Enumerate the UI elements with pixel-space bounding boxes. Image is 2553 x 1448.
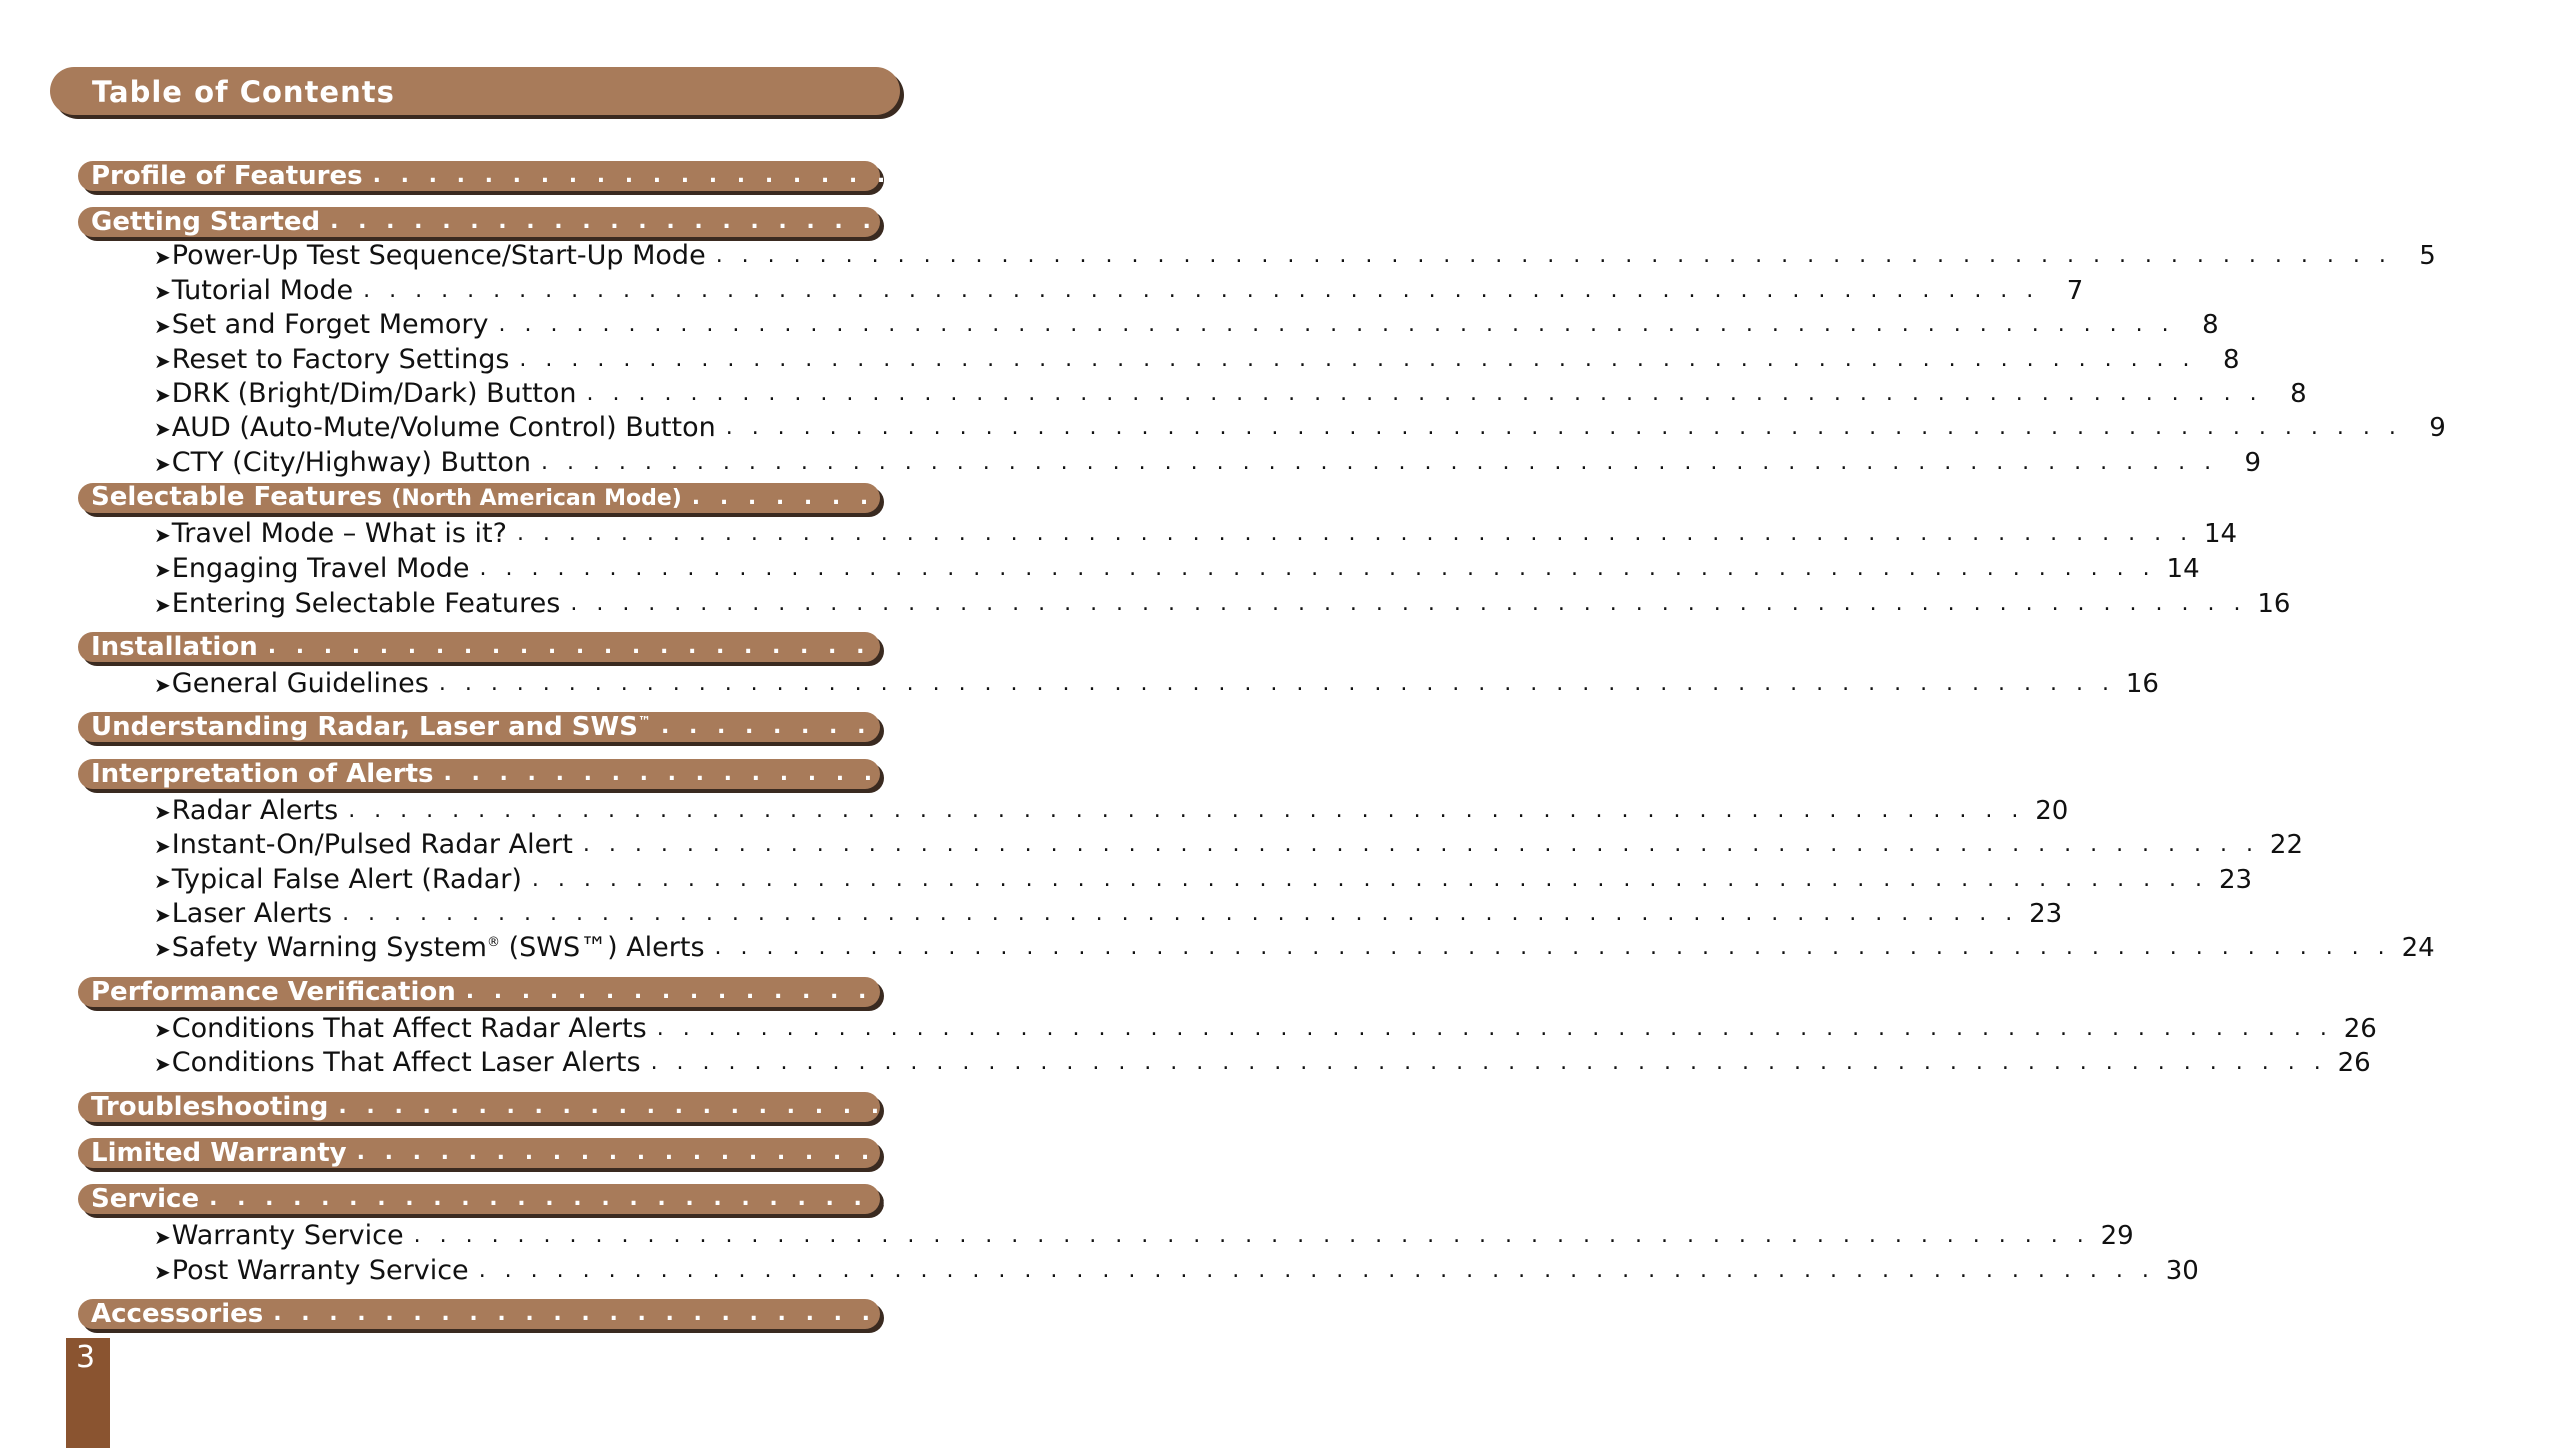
toc-page-number: 5 [2419, 241, 2436, 271]
toc-page-number: 5 [2163, 207, 2182, 237]
toc-page-number: 16 [2257, 589, 2291, 619]
toc-section-accessories[interactable] [78, 1299, 2125, 1329]
toc-page-number: 7 [2066, 276, 2084, 306]
dot-leader: . . . . . . . . . . . . . . . . . . . . . . . . . . . . . . . . . . . . . . . . . . . . . . . . . . . . . . . . . . . . . . . . . [714, 935, 2391, 960]
dot-leader: . . . . . . . . . . . . . . . . . . . . . . . . . . . . . . . . . . . . . . . . . . . . . . . . . . . . . . . . . . . . . . . . . [498, 312, 2175, 337]
toc-item-power-up-test[interactable] [154, 239, 2436, 271]
toc-page-number: 20 [2035, 796, 2069, 826]
page-title: Table of Contents [92, 75, 395, 109]
toc-item-general-guidelines[interactable] [154, 667, 2159, 699]
toc-page-number: 8 [2202, 310, 2219, 340]
arrow-icon: ➤ [154, 833, 171, 858]
toc-section-label: Accessories [91, 1299, 264, 1329]
toc-page-number: 30 [2088, 1299, 2125, 1329]
toc-section-label: Understanding Radar, Laser and SWS™ [91, 712, 651, 742]
toc-page-number: 26 [2281, 977, 2318, 1007]
toc-page-number: 8 [2223, 345, 2240, 375]
toc-section-label: Performance Verification [91, 977, 456, 1007]
toc-item-radar-alerts[interactable] [154, 794, 2069, 826]
toc-section-label: Service [91, 1184, 200, 1214]
toc-section-label: Getting Started [91, 207, 321, 237]
toc-item-label: ➤Entering Selectable Features [154, 587, 561, 619]
toc-section-sublabel: (North American Mode) [391, 486, 682, 511]
toc-item-warranty-service[interactable] [154, 1219, 2134, 1251]
dot-leader: . . . . . . . . . . . . . . . . . . . . . . . . . . . . . . . . . . . . . . . . . . . . . . . . . . . . . . . . . . . . . . . . . [338, 1094, 2146, 1119]
toc-item-label: ➤Conditions That Affect Laser Alerts [154, 1046, 641, 1078]
toc-item-laser-alerts[interactable] [154, 897, 2063, 929]
toc-page-number: 9 [2244, 448, 2262, 478]
toc-section-troubleshooting[interactable] [78, 1092, 2191, 1122]
toc-item-set-and-forget[interactable] [154, 308, 2219, 340]
arrow-icon: ➤ [154, 1259, 171, 1284]
dot-leader: . . . . . . . . . . . . . . . . . . . . . . . . . . . . . . . . . . . . . . . . . . . . . . . . . . . . . . . . . . . . . . . . . [330, 209, 2138, 234]
toc-item-tutorial-mode[interactable] [154, 274, 2084, 306]
toc-title-bar [50, 67, 900, 115]
arrow-icon: ➤ [154, 416, 171, 441]
toc-page-number: 22 [2269, 830, 2303, 860]
arrow-icon: ➤ [154, 672, 171, 697]
toc-page-number: 28 [2172, 1138, 2209, 1168]
toc-item-label: ➤Safety Warning System® (SWS™) Alerts [154, 931, 705, 963]
toc-section-performance-verification[interactable] [78, 977, 2318, 1007]
toc-section-service[interactable] [78, 1184, 2061, 1214]
toc-page-number: 8 [2290, 379, 2307, 409]
toc-page-number: 20 [2258, 759, 2296, 789]
toc-item-label: ➤General Guidelines [154, 667, 429, 699]
toc-item-label: ➤Conditions That Affect Radar Alerts [154, 1012, 647, 1044]
toc-item-label: ➤Engaging Travel Mode [154, 552, 470, 584]
arrow-icon: ➤ [154, 868, 171, 893]
arrow-icon: ➤ [154, 557, 171, 582]
toc-item-label: ➤Radar Alerts [154, 794, 339, 826]
dot-leader: . . . . . . . . . . . . . . . . . . . . . . . . . . . . . . . . . . . . . . . . . . . . . . . . . . . . . . . . . . . . . . . . . [650, 1050, 2327, 1075]
dot-leader: . . . . . . . . . . . . . . . . . . . . . . . . . . . . . . . . . . . . . . . . . . . . . . . . . . . . . . . . . . . . . . . . . [660, 714, 2469, 739]
dot-leader: . . . . . . . . . . . . . . . . . . . . . . . . . . . . . . . . . . . . . . . . . . . . . . . . . . . . . . . . . . . . . . . . . [570, 591, 2247, 616]
dot-leader: . . . . . . . . . . . . . . . . . . . . . . . . . . . . . . . . . . . . . . . . . . . . . . . . . . . . . . . . . . . . . . . . . [586, 381, 2263, 406]
arrow-icon: ➤ [154, 279, 171, 304]
toc-section-label: Selectable Features (North American Mode) [91, 482, 682, 512]
toc-item-safety-warning[interactable] [154, 931, 2435, 963]
toc-item-label: ➤Instant-On/Pulsed Radar Alert [154, 828, 573, 860]
toc-section-label: Installation [91, 632, 258, 662]
toc-section-profile-of-features[interactable] [78, 161, 2225, 191]
toc-page-number: 23 [2029, 899, 2063, 929]
dot-leader: . . . . . . . . . . . . . . . . . . . . . . . . . . . . . . . . . . . . . . . . . . . . . . . . . . . . . . . . . . . . . . . . . [465, 979, 2274, 1004]
toc-page-number: 9 [2429, 413, 2446, 443]
dot-leader: . . . . . . . . . . . . . . . . . . . . . . . . . . . . . . . . . . . . . . . . . . . . . . . . . . . . . . . . . . . . . . . . . [715, 243, 2392, 268]
dot-leader: . . . . . . . . . . . . . . . . . . . . . . . . . . . . . . . . . . . . . . . . . . . . . . . . . . . . . . . . . . . . . . . . . [540, 450, 2218, 475]
toc-item-conditions-radar[interactable] [154, 1012, 2377, 1044]
toc-item-label: ➤Warranty Service [154, 1219, 404, 1251]
toc-page-number: 4 [2205, 161, 2225, 191]
toc-section-limited-warranty[interactable] [78, 1138, 2209, 1168]
dot-leader: . . . . . . . . . . . . . . . . . . . . . . . . . . . . . . . . . . . . . . . . . . . . . . . . . . . . . . . . . . . . . . . . . [479, 556, 2156, 581]
toc-item-conditions-laser[interactable] [154, 1046, 2371, 1078]
arrow-icon: ➤ [154, 936, 171, 961]
arrow-icon: ➤ [154, 244, 171, 269]
dot-leader: . . . . . . . . . . . . . . . . . . . . . . . . . . . . . . . . . . . . . . . . . . . . . . . . . . . . . . . . . . . . . . . . . [725, 415, 2402, 440]
toc-item-drk-button[interactable] [154, 377, 2307, 409]
toc-page-number: 27 [2153, 1092, 2191, 1122]
toc-section-label: Interpretation of Alerts [91, 759, 434, 789]
toc-item-typical-false-alert[interactable] [154, 863, 2253, 895]
arrow-icon: ➤ [154, 451, 171, 476]
toc-page-number: 29 [2024, 1184, 2061, 1214]
dot-leader: . . . . . . . . . . . . . . . . . . . . . . . . . . . . . . . . . . . . . . . . . . . . . . . . . . . . . . . . . . . . . . . . . [273, 1301, 2081, 1326]
dot-leader: . . . . . . . . . . . . . . . . . . . . . . . . . . . . . . . . . . . . . . . . . . . . . . . . . . . . . . . . . . . . . . . . . [413, 1223, 2090, 1248]
toc-page-number: 30 [2165, 1256, 2199, 1286]
toc-item-label: ➤Post Warranty Service [154, 1254, 469, 1286]
arrow-icon: ➤ [154, 522, 171, 547]
toc-section-interpretation-alerts[interactable] [78, 759, 2296, 789]
toc-page-number: 23 [2218, 865, 2253, 895]
toc-page-number: 14 [2203, 519, 2238, 549]
toc-page-number: 16 [2083, 632, 2120, 662]
trademark-mark: ™ [637, 714, 651, 730]
arrow-icon: ➤ [154, 1224, 171, 1249]
dot-leader: . . . . . . . . . . . . . . . . . . . . . . . . . . . . . . . . . . . . . . . . . . . . . . . . . . . . . . . . . . . . . . . . . [342, 901, 2019, 926]
toc-section-label: Limited Warranty [91, 1138, 347, 1168]
toc-page-number: 11 [2507, 483, 2544, 513]
arrow-icon: ➤ [154, 1051, 171, 1076]
toc-page-number: 26 [2337, 1048, 2371, 1078]
arrow-icon: ➤ [154, 1017, 171, 1042]
toc-page-number: 26 [2343, 1014, 2377, 1044]
dot-leader: . . . . . . . . . . . . . . . . . . . . . . . . . . . . . . . . . . . . . . . . . . . . . . . . . . . . . . . . . . . . . . . . . [267, 634, 2076, 659]
arrow-icon: ➤ [154, 313, 171, 338]
dot-leader: . . . . . . . . . . . . . . . . . . . . . . . . . . . . . . . . . . . . . . . . . . . . . . . . . . . . . . . . . . . . . . . . . [519, 347, 2196, 372]
toc-item-label: ➤Laser Alerts [154, 897, 333, 929]
toc-item-label: ➤Tutorial Mode [154, 274, 354, 306]
toc-item-reset-factory[interactable] [154, 343, 2240, 375]
page-number: 3 [76, 1340, 96, 1375]
toc-item-label: ➤Set and Forget Memory [154, 308, 489, 340]
toc-section-understanding-radar[interactable] [78, 712, 2513, 742]
toc-section-getting-started[interactable] [78, 207, 2182, 237]
toc-page-number: 16 [2125, 669, 2159, 699]
dot-leader: . . . . . . . . . . . . . . . . . . . . . . . . . . . . . . . . . . . . . . . . . . . . . . . . . . . . . . . . . . . . . . . . . [372, 163, 2181, 188]
toc-item-label: ➤DRK (Bright/Dim/Dark) Button [154, 377, 577, 409]
page-number-tab [66, 1338, 110, 1448]
arrow-icon: ➤ [154, 592, 171, 617]
toc-item-travel-mode-what[interactable] [154, 517, 2238, 549]
toc-section-label: Troubleshooting [91, 1092, 329, 1122]
dot-leader: . . . . . . . . . . . . . . . . . . . . . . . . . . . . . . . . . . . . . . . . . . . . . . . . . . . . . . . . . . . . . . . . . [516, 521, 2194, 546]
toc-section-label: Profile of Features [91, 161, 363, 191]
toc-page-number: 29 [2100, 1221, 2134, 1251]
toc-item-entering-selectable[interactable] [154, 587, 2291, 619]
toc-item-label: ➤Power-Up Test Sequence/Start-Up Mode [154, 239, 706, 271]
toc-item-post-warranty-service[interactable] [154, 1254, 2199, 1286]
toc-page-number: 24 [2401, 933, 2435, 963]
toc-item-label: ➤Typical False Alert (Radar) [154, 863, 522, 895]
dot-leader: . . . . . . . . . . . . . . . . . . . . . . . . . . . . . . . . . . . . . . . . . . . . . . . . . . . . . . . . . . . . . . . . . [656, 1016, 2333, 1041]
arrow-icon: ➤ [154, 382, 171, 407]
dot-leader: . . . . . . . . . . . . . . . . . . . . . . . . . . . . . . . . . . . . . . . . . . . . . . . . . . . . . . . . . . . . . . . . . [691, 485, 2500, 510]
dot-leader: . . . . . . . . . . . . . . . . . . . . . . . . . . . . . . . . . . . . . . . . . . . . . . . . . . . . . . . . . . . . . . . . . [363, 278, 2040, 303]
dot-leader: . . . . . . . . . . . . . . . . . . . . . . . . . . . . . . . . . . . . . . . . . . . . . . . . . . . . . . . . . . . . . . . . . [356, 1140, 2165, 1165]
toc-page-number: 19 [2476, 712, 2513, 742]
toc-item-cty-button[interactable] [154, 446, 2262, 478]
dot-leader: . . . . . . . . . . . . . . . . . . . . . . . . . . . . . . . . . . . . . . . . . . . . . . . . . . . . . . . . . . . . . . . . . [443, 761, 2251, 786]
arrow-icon: ➤ [154, 348, 171, 373]
toc-item-label: ➤Reset to Factory Settings [154, 343, 510, 375]
dot-leader: . . . . . . . . . . . . . . . . . . . . . . . . . . . . . . . . . . . . . . . . . . . . . . . . . . . . . . . . . . . . . . . . . [348, 798, 2025, 823]
arrow-icon: ➤ [154, 799, 171, 824]
toc-item-instant-on[interactable] [154, 828, 2303, 860]
dot-leader: . . . . . . . . . . . . . . . . . . . . . . . . . . . . . . . . . . . . . . . . . . . . . . . . . . . . . . . . . . . . . . . . . [478, 1258, 2155, 1283]
dot-leader: . . . . . . . . . . . . . . . . . . . . . . . . . . . . . . . . . . . . . . . . . . . . . . . . . . . . . . . . . . . . . . . . . [531, 867, 2209, 892]
dot-leader: . . . . . . . . . . . . . . . . . . . . . . . . . . . . . . . . . . . . . . . . . . . . . . . . . . . . . . . . . . . . . . . . . [438, 671, 2115, 696]
dot-leader: . . . . . . . . . . . . . . . . . . . . . . . . . . . . . . . . . . . . . . . . . . . . . . . . . . . . . . . . . . . . . . . . . [209, 1186, 2017, 1211]
toc-item-label: ➤AUD (Auto-Mute/Volume Control) Button [154, 411, 716, 443]
toc-item-label: ➤Travel Mode – What is it? [154, 517, 507, 549]
registered-mark: ® [487, 934, 500, 950]
dot-leader: . . . . . . . . . . . . . . . . . . . . . . . . . . . . . . . . . . . . . . . . . . . . . . . . . . . . . . . . . . . . . . . . . [582, 832, 2259, 857]
toc-section-selectable-features[interactable] [78, 482, 2544, 513]
toc-section-installation[interactable] [78, 632, 2120, 662]
toc-item-label: ➤CTY (City/Highway) Button [154, 446, 531, 478]
toc-page-number: 14 [2166, 554, 2200, 584]
arrow-icon: ➤ [154, 902, 171, 927]
toc-item-engaging-travel[interactable] [154, 552, 2200, 584]
toc-item-aud-button[interactable] [154, 411, 2446, 443]
